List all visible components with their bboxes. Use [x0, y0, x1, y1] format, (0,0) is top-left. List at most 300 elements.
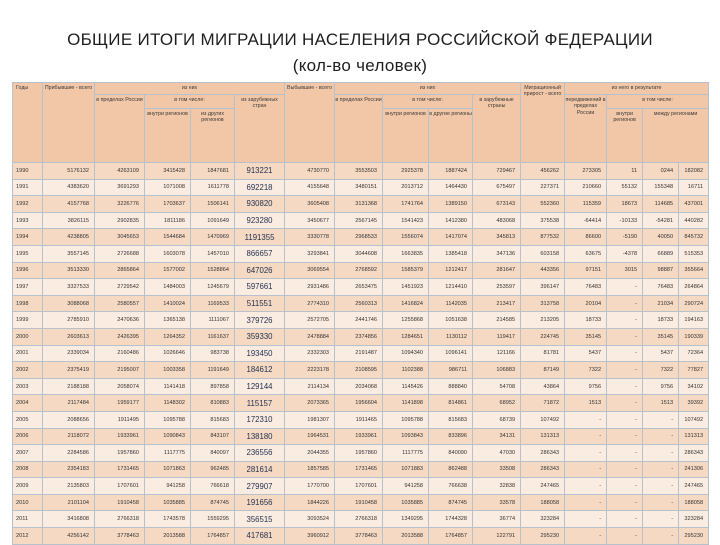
- table-cell: 1933961: [335, 428, 383, 445]
- year-cell: 2010: [13, 494, 43, 511]
- table-cell: 1142035: [429, 295, 473, 312]
- year-cell: 2003: [13, 378, 43, 395]
- table-cell: 76483: [643, 279, 679, 296]
- table-cell: 18733: [643, 312, 679, 329]
- year-cell: 2012: [13, 528, 43, 545]
- table-cell: -: [607, 511, 643, 528]
- table-cell: 941258: [145, 478, 191, 495]
- table-cell: 1389150: [429, 196, 473, 213]
- table-cell: 1212417: [429, 262, 473, 279]
- table-row: [13, 179, 709, 196]
- table-cell: 3480151: [335, 179, 383, 196]
- table-cell: 1141418: [145, 378, 191, 395]
- table-cell: 2785910: [43, 312, 95, 329]
- table-row: [13, 362, 709, 379]
- table-cell: 1663835: [383, 245, 429, 262]
- table-cell: 77827: [679, 362, 709, 379]
- table-cell: 675497: [473, 179, 521, 196]
- year-cell: 1996: [13, 262, 43, 279]
- table-cell: 833896: [429, 428, 473, 445]
- table-cell: 456262: [521, 163, 565, 180]
- table-cell: 1544684: [145, 229, 191, 246]
- table-cell: 1887424: [429, 163, 473, 180]
- table-cell: 1513: [643, 395, 679, 412]
- table-cell: 2354183: [43, 461, 95, 478]
- table-row: [13, 528, 709, 545]
- table-cell: -: [643, 528, 679, 545]
- table-cell: 1130112: [429, 328, 473, 345]
- table-cell: 1412380: [429, 212, 473, 229]
- table-cell: 3778463: [95, 528, 145, 545]
- year-cell: 1990: [13, 163, 43, 180]
- table-cell: 182082: [679, 163, 709, 180]
- table-cell: 1255868: [383, 312, 429, 329]
- table-cell: -: [643, 494, 679, 511]
- table-row: [13, 395, 709, 412]
- table-cell: -: [565, 494, 607, 511]
- table-cell: 815683: [191, 411, 235, 428]
- table-cell: 1451923: [383, 279, 429, 296]
- table-cell: 941258: [383, 478, 429, 495]
- year-cell: 1995: [13, 245, 43, 262]
- table-cell: 1964531: [285, 428, 335, 445]
- table-cell: 190339: [679, 328, 709, 345]
- from-abroad-cell: 236556: [235, 445, 285, 462]
- table-cell: 440282: [679, 212, 709, 229]
- table-cell: 5437: [643, 345, 679, 362]
- table-cell: 1410024: [145, 295, 191, 312]
- table-cell: 815683: [429, 411, 473, 428]
- table-cell: 36774: [473, 511, 521, 528]
- table-cell: 210660: [565, 179, 607, 196]
- table-cell: 2375419: [43, 362, 95, 379]
- table-cell: 2426395: [95, 328, 145, 345]
- table-cell: 1035885: [145, 494, 191, 511]
- table-cell: 1141898: [383, 395, 429, 412]
- table-cell: 1707601: [95, 478, 145, 495]
- header-from-it-result: из него в результате: [565, 83, 709, 95]
- header-within-russia-2: в пределах России: [335, 95, 383, 163]
- table-cell: 1577002: [145, 262, 191, 279]
- table-row: [13, 411, 709, 428]
- table-cell: 1457010: [191, 245, 235, 262]
- table-row: [13, 428, 709, 445]
- table-cell: 874745: [429, 494, 473, 511]
- table-cell: 155348: [643, 179, 679, 196]
- table-cell: 21034: [643, 295, 679, 312]
- table-cell: -64414: [565, 212, 607, 229]
- from-abroad-cell: 511551: [235, 295, 285, 312]
- table-cell: 2925378: [383, 163, 429, 180]
- table-row: [13, 445, 709, 462]
- table-cell: 845732: [679, 229, 709, 246]
- table-cell: 121166: [473, 345, 521, 362]
- year-cell: 1998: [13, 295, 43, 312]
- table-cell: 1513: [565, 395, 607, 412]
- table-cell: 34102: [679, 378, 709, 395]
- table-cell: 515353: [679, 245, 709, 262]
- table-cell: 1026646: [145, 345, 191, 362]
- table-cell: -: [607, 494, 643, 511]
- table-cell: 2188188: [43, 378, 95, 395]
- table-cell: 241306: [679, 461, 709, 478]
- table-row: [13, 212, 709, 229]
- table-cell: 1094340: [383, 345, 429, 362]
- from-abroad-cell: 692218: [235, 179, 285, 196]
- table-cell: 2768592: [335, 262, 383, 279]
- table-cell: 2774310: [285, 295, 335, 312]
- table-cell: 11: [607, 163, 643, 180]
- table-cell: 3557145: [43, 245, 95, 262]
- table-cell: 9756: [565, 378, 607, 395]
- page-title: ОБЩИЕ ИТОГИ МИГРАЦИИ НАСЕЛЕНИЯ РОССИЙСКОЙ ФЕДЕРАЦИИ: [67, 30, 653, 49]
- table-cell: 71872: [521, 395, 565, 412]
- header-departed: Выбывшие - всего: [285, 83, 335, 163]
- table-cell: 97151: [565, 262, 607, 279]
- from-abroad-cell: 356515: [235, 511, 285, 528]
- table-cell: 810883: [191, 395, 235, 412]
- table-cell: 877532: [521, 229, 565, 246]
- header-within-regions: внутри регионов: [145, 109, 191, 163]
- table-cell: 2013588: [145, 528, 191, 545]
- table-cell: 2470636: [95, 312, 145, 329]
- header-in-that-3: в том числе:: [607, 95, 709, 109]
- table-cell: 1911465: [335, 411, 383, 428]
- from-abroad-cell: 279907: [235, 478, 285, 495]
- table-cell: 188058: [521, 494, 565, 511]
- table-cell: 1484003: [145, 279, 191, 296]
- table-cell: 227371: [521, 179, 565, 196]
- table-cell: 3088068: [43, 295, 95, 312]
- header-arrived: Прибывшие - всего: [43, 83, 95, 163]
- table-cell: 213205: [521, 312, 565, 329]
- from-abroad-cell: 193450: [235, 345, 285, 362]
- from-abroad-cell: 417681: [235, 528, 285, 545]
- table-cell: 2108595: [335, 362, 383, 379]
- table-cell: 35145: [565, 328, 607, 345]
- table-cell: 20104: [565, 295, 607, 312]
- table-cell: 1191649: [191, 362, 235, 379]
- table-cell: 2195007: [95, 362, 145, 379]
- table-cell: 2567145: [335, 212, 383, 229]
- table-cell: 483068: [473, 212, 521, 229]
- year-cell: 2004: [13, 395, 43, 412]
- table-cell: 2088656: [43, 411, 95, 428]
- table-cell: -: [607, 312, 643, 329]
- table-cell: -: [607, 445, 643, 462]
- table-cell: 115359: [565, 196, 607, 213]
- table-cell: -: [565, 428, 607, 445]
- table-cell: 1857585: [285, 461, 335, 478]
- table-row: [13, 196, 709, 213]
- table-cell: -: [607, 411, 643, 428]
- table-row: [13, 163, 709, 180]
- table-cell: 273305: [565, 163, 607, 180]
- from-abroad-cell: 597661: [235, 279, 285, 296]
- table-cell: 1090843: [145, 428, 191, 445]
- from-abroad-cell: 359330: [235, 328, 285, 345]
- header-within-regions-2: внутри регионов: [383, 109, 429, 163]
- table-cell: 107492: [679, 411, 709, 428]
- table-cell: 840097: [191, 445, 235, 462]
- from-abroad-cell: 115157: [235, 395, 285, 412]
- table-cell: 2931486: [285, 279, 335, 296]
- table-cell: 2117484: [43, 395, 95, 412]
- table-cell: -: [607, 528, 643, 545]
- table-cell: 286343: [521, 461, 565, 478]
- from-abroad-cell: 379726: [235, 312, 285, 329]
- table-cell: 3415428: [145, 163, 191, 180]
- table-cell: 1744328: [429, 511, 473, 528]
- table-cell: 33508: [473, 461, 521, 478]
- table-cell: 1102388: [383, 362, 429, 379]
- table-cell: 1071863: [145, 461, 191, 478]
- table-cell: 2603613: [43, 328, 95, 345]
- table-cell: 2374856: [335, 328, 383, 345]
- table-cell: 76483: [565, 279, 607, 296]
- table-cell: 323284: [679, 511, 709, 528]
- table-cell: 1959177: [95, 395, 145, 412]
- table-cell: 3131368: [335, 196, 383, 213]
- table-cell: 1956604: [335, 395, 383, 412]
- table-cell: 131313: [521, 428, 565, 445]
- table-cell: 897858: [191, 378, 235, 395]
- table-cell: 18673: [607, 196, 643, 213]
- header-from-other-regions: из других регионов: [191, 109, 235, 163]
- table-cell: 3330778: [285, 229, 335, 246]
- table-cell: 843107: [191, 428, 235, 445]
- table-cell: 862488: [429, 461, 473, 478]
- table-cell: 2332303: [285, 345, 335, 362]
- table-cell: 1811186: [145, 212, 191, 229]
- table-row: [13, 478, 709, 495]
- table-cell: -: [607, 345, 643, 362]
- table-cell: 247465: [679, 478, 709, 495]
- table-cell: 355664: [679, 262, 709, 279]
- table-cell: 106883: [473, 362, 521, 379]
- table-cell: 1957860: [335, 445, 383, 462]
- table-cell: 32838: [473, 478, 521, 495]
- table-cell: 1145426: [383, 378, 429, 395]
- table-cell: 1464430: [429, 179, 473, 196]
- table-row: [13, 378, 709, 395]
- table-cell: 443356: [521, 262, 565, 279]
- table-cell: 72364: [679, 345, 709, 362]
- table-cell: 1981307: [285, 411, 335, 428]
- table-cell: 1731465: [335, 461, 383, 478]
- table-cell: 3416808: [43, 511, 95, 528]
- table-cell: 188058: [679, 494, 709, 511]
- table-cell: 3691293: [95, 179, 145, 196]
- table-cell: 7322: [643, 362, 679, 379]
- table-cell: 1933961: [95, 428, 145, 445]
- table-cell: 4157768: [43, 196, 95, 213]
- table-cell: 66889: [643, 245, 679, 262]
- table-header: [13, 83, 709, 163]
- table-cell: 1541423: [383, 212, 429, 229]
- table-cell: 1847681: [191, 163, 235, 180]
- table-cell: 295230: [679, 528, 709, 545]
- table-cell: -: [607, 328, 643, 345]
- table-cell: 2034068: [335, 378, 383, 395]
- from-abroad-cell: 913221: [235, 163, 285, 180]
- table-cell: 1096141: [429, 345, 473, 362]
- table-cell: -: [607, 428, 643, 445]
- year-cell: 2008: [13, 461, 43, 478]
- table-cell: 2580557: [95, 295, 145, 312]
- year-cell: 1993: [13, 212, 43, 229]
- table-cell: -: [565, 528, 607, 545]
- table-cell: 194163: [679, 312, 709, 329]
- table-cell: 345813: [473, 229, 521, 246]
- table-cell: 81781: [521, 345, 565, 362]
- table-cell: 2726688: [95, 245, 145, 262]
- table-cell: 313758: [521, 295, 565, 312]
- from-abroad-cell: 281614: [235, 461, 285, 478]
- table-cell: 253597: [473, 279, 521, 296]
- table-cell: 43864: [521, 378, 565, 395]
- table-cell: 1071008: [145, 179, 191, 196]
- table-cell: 1111067: [191, 312, 235, 329]
- table-cell: 1416824: [383, 295, 429, 312]
- table-cell: 2284586: [43, 445, 95, 462]
- table-cell: 1095788: [145, 411, 191, 428]
- table-cell: -: [643, 428, 679, 445]
- table-cell: 766618: [191, 478, 235, 495]
- header-to-other-regions: в другие регионы: [429, 109, 473, 163]
- table-cell: 3553503: [335, 163, 383, 180]
- from-abroad-cell: 923280: [235, 212, 285, 229]
- table-cell: 3045653: [95, 229, 145, 246]
- table-cell: 1417074: [429, 229, 473, 246]
- table-cell: 1385418: [429, 245, 473, 262]
- table-cell: -10133: [607, 212, 643, 229]
- header-within-russia: в пределах России: [95, 95, 145, 163]
- header-to-abroad: в зарубежные страны: [473, 95, 521, 163]
- from-abroad-cell: 866657: [235, 245, 285, 262]
- table-cell: 814861: [429, 395, 473, 412]
- table-cell: 295230: [521, 528, 565, 545]
- year-cell: 2011: [13, 511, 43, 528]
- table-cell: 1559295: [191, 511, 235, 528]
- year-cell: 2005: [13, 411, 43, 428]
- table-cell: 114685: [643, 196, 679, 213]
- table-cell: 2560313: [335, 295, 383, 312]
- from-abroad-cell: 191656: [235, 494, 285, 511]
- table-cell: 4256142: [43, 528, 95, 545]
- table-cell: 962485: [191, 461, 235, 478]
- table-row: [13, 279, 709, 296]
- table-cell: 3015: [607, 262, 643, 279]
- table-cell: 1703637: [145, 196, 191, 213]
- table-cell: 247465: [521, 478, 565, 495]
- table-cell: 1741764: [383, 196, 429, 213]
- table-cell: 4238805: [43, 229, 95, 246]
- table-cell: 437001: [679, 196, 709, 213]
- table-row: [13, 312, 709, 329]
- table-cell: 1264352: [145, 328, 191, 345]
- table-cell: -: [607, 478, 643, 495]
- header-from-abroad: из зарубежных стран: [235, 95, 285, 163]
- table-cell: 2044355: [285, 445, 335, 462]
- table-cell: 323284: [521, 511, 565, 528]
- table-cell: 5176132: [43, 163, 95, 180]
- table-cell: 347136: [473, 245, 521, 262]
- table-cell: 2013588: [383, 528, 429, 545]
- table-cell: 2572705: [285, 312, 335, 329]
- year-cell: 1997: [13, 279, 43, 296]
- table-cell: 122791: [473, 528, 521, 545]
- header-within-regions-3: внутри регионов: [607, 109, 643, 163]
- table-cell: -: [643, 445, 679, 462]
- table-cell: 2101104: [43, 494, 95, 511]
- table-cell: 2073365: [285, 395, 335, 412]
- table-cell: 131313: [679, 428, 709, 445]
- table-cell: 213417: [473, 295, 521, 312]
- table-row: [13, 245, 709, 262]
- table-cell: 1506141: [191, 196, 235, 213]
- header-in-that: в том числе:: [145, 95, 235, 109]
- table-cell: 2135803: [43, 478, 95, 495]
- from-abroad-cell: 172310: [235, 411, 285, 428]
- table-cell: 1470969: [191, 229, 235, 246]
- table-cell: 1764857: [191, 528, 235, 545]
- table-cell: -4378: [607, 245, 643, 262]
- table-row: [13, 494, 709, 511]
- table-cell: 1161637: [191, 328, 235, 345]
- year-cell: 2006: [13, 428, 43, 445]
- table-row: [13, 262, 709, 279]
- table-cell: 86600: [565, 229, 607, 246]
- table-cell: 874745: [191, 494, 235, 511]
- from-abroad-cell: 1191355: [235, 229, 285, 246]
- from-abroad-cell: 930820: [235, 196, 285, 213]
- year-cell: 2007: [13, 445, 43, 462]
- table-cell: 1844226: [285, 494, 335, 511]
- table-cell: 1764857: [429, 528, 473, 545]
- table-cell: 1091649: [191, 212, 235, 229]
- table-cell: 1911495: [95, 411, 145, 428]
- table-cell: 264864: [679, 279, 709, 296]
- table-cell: 1117775: [145, 445, 191, 462]
- table-cell: 2114134: [285, 378, 335, 395]
- table-cell: 1585379: [383, 262, 429, 279]
- table-cell: 281647: [473, 262, 521, 279]
- table-cell: 68739: [473, 411, 521, 428]
- table-cell: 983738: [191, 345, 235, 362]
- table-cell: 290724: [679, 295, 709, 312]
- table-cell: -: [643, 511, 679, 528]
- table-cell: 87149: [521, 362, 565, 379]
- table-cell: 375538: [521, 212, 565, 229]
- table-cell: 68952: [473, 395, 521, 412]
- table-cell: -: [565, 445, 607, 462]
- table-cell: 1071883: [383, 461, 429, 478]
- table-cell: 286343: [521, 445, 565, 462]
- table-cell: 2766318: [95, 511, 145, 528]
- header-between-regions: между регионами: [643, 109, 709, 163]
- table-cell: 1035885: [383, 494, 429, 511]
- table-cell: 5437: [565, 345, 607, 362]
- table-cell: 766638: [429, 478, 473, 495]
- table-cell: 34131: [473, 428, 521, 445]
- table-cell: 224745: [521, 328, 565, 345]
- table-cell: 3960912: [285, 528, 335, 545]
- table-cell: 40050: [643, 229, 679, 246]
- table-cell: 2968533: [335, 229, 383, 246]
- table-cell: 63675: [565, 245, 607, 262]
- table-cell: -: [607, 279, 643, 296]
